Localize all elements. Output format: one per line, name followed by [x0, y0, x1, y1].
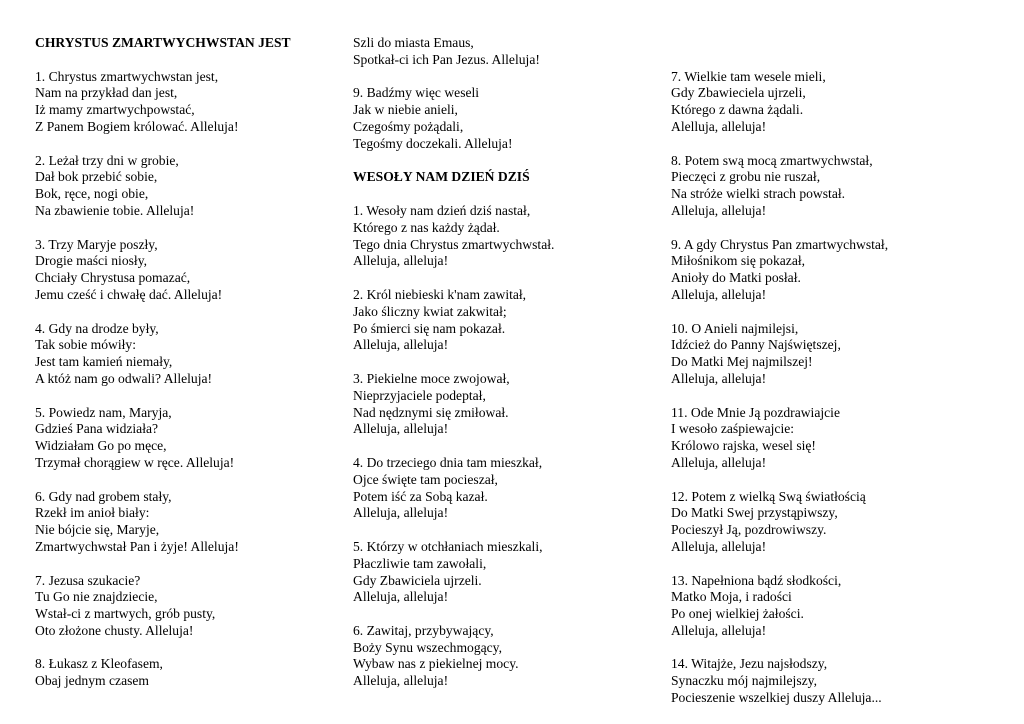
stanza-gap — [353, 69, 653, 86]
song-title: WESOŁY NAM DZIEŃ DZIŚ — [353, 169, 530, 185]
stanza — [671, 321, 1001, 388]
stanza-gap — [671, 472, 1001, 489]
stanza — [353, 455, 653, 522]
verse-line: Spotkał-ci ich Pan Jezus. Alleluja! — [353, 51, 540, 67]
verse-line: Wybaw nas z piekielnej mocy. — [353, 656, 519, 672]
stanza-gap — [35, 388, 335, 405]
verse-line: I wesoło zaśpiewajcie: — [671, 421, 795, 437]
verse-line: 12. Potem z wielką Swą światłością — [671, 488, 866, 504]
verse-line: Nad nędznymi się zmiłował. — [353, 404, 509, 420]
verse-line: 2. Leżał trzy dni w grobie, — [35, 152, 179, 168]
verse-line: Tu Go nie znajdziecie, — [35, 589, 158, 605]
verse-line: Ojce święte tam pocieszał, — [353, 471, 498, 487]
stanza-gap — [671, 388, 1001, 405]
stanza-gap — [353, 606, 653, 623]
verse-line: Tego dnia Chrystus zmartwychwstał. — [353, 236, 555, 252]
verse-line: Alleluja, alleluja! — [353, 505, 449, 521]
stanza — [35, 153, 335, 220]
verse-line: Po onej wielkiej żałości. — [671, 606, 804, 622]
verse-line: 11. Ode Mnie Ją pozdrawiajcie — [671, 404, 840, 420]
stanza-gap — [353, 438, 653, 455]
verse-line: 7. Wielkie tam wesele mieli, — [671, 68, 826, 84]
stanza — [35, 321, 335, 388]
verse-line: Drogie maści niosły, — [35, 253, 148, 269]
verse-line: 5. Powiedz nam, Maryja, — [35, 404, 172, 420]
verse-line: 3. Piekielne moce zwojował, — [353, 370, 510, 386]
verse-line: Jest tam kamień niemały, — [35, 354, 173, 370]
verse-line: Pocieszenie wszelkiej duszy Alleluja... — [671, 690, 882, 706]
stanza-gap — [35, 472, 335, 489]
song-title: CHRYSTUS ZMARTWYCHWSTAN JEST — [35, 35, 291, 50]
verse-line: Alleluja, alleluja! — [671, 286, 767, 302]
verse-line: Alleluja, alleluja! — [353, 253, 449, 269]
verse-line: Jak w niebie anieli, — [353, 102, 458, 118]
verse-line: 7. Jezusa szukacie? — [35, 572, 141, 588]
stanza-gap — [35, 136, 335, 153]
stanza — [671, 573, 1001, 640]
verse-line: 4. Do trzeciego dnia tam mieszkał, — [353, 454, 543, 470]
verse-line: Alleluja, alleluja! — [353, 673, 449, 689]
stanza — [35, 573, 335, 640]
stanza — [671, 69, 1001, 136]
verse-line: Trzymał chorągiew w ręce. Alleluja! — [35, 454, 235, 470]
verse-line: Zmartwychwstał Pan i żyje! Alleluja! — [35, 538, 239, 554]
verse-line: Pocieszył Ją, pozdrowiwszy. — [671, 522, 827, 538]
verse-line: Jemu cześć i chwałę dać. Alleluja! — [35, 286, 223, 302]
stanza — [671, 656, 1001, 706]
verse-line: Na zbawienie tobie. Alleluja! — [35, 202, 195, 218]
verse-line: Królowo rajska, wesel się! — [671, 438, 816, 454]
verse-line: Bok, ręce, nogi obie, — [35, 186, 149, 202]
verse-line: Potem iść za Sobą kazał. — [353, 488, 488, 504]
stanza — [35, 489, 335, 556]
stanza-gap — [353, 522, 653, 539]
verse-line: Obaj jednym czasem — [35, 673, 149, 689]
verse-line: Z Panem Bogiem królować. Alleluja! — [35, 118, 239, 134]
verse-line: Alleluja, alleluja! — [671, 202, 767, 218]
verse-line: Tak sobie mówiły: — [35, 337, 136, 353]
stanza — [353, 85, 653, 152]
stanza — [671, 489, 1001, 556]
stanza-gap — [35, 556, 335, 573]
verse-line: Do Matki Swej przystąpiwszy, — [671, 505, 838, 521]
verse-line: A któż nam go odwali? Alleluja! — [35, 370, 213, 386]
stanza-gap — [353, 186, 653, 203]
stanza-gap — [353, 270, 653, 287]
stanza — [671, 153, 1001, 220]
stanza-gap — [671, 220, 1001, 237]
stanza — [35, 69, 335, 136]
verse-line: 14. Witajże, Jezu najsłodszy, — [671, 656, 828, 672]
verse-line: 1. Chrystus zmartwychwstan jest, — [35, 68, 219, 84]
stanza-gap — [35, 640, 335, 657]
verse-line: Czegośmy pożądali, — [353, 118, 464, 134]
verse-line: Gdzieś Pana widziała? — [35, 421, 159, 437]
verse-line: Anioły do Matki posłał. — [671, 270, 801, 286]
column-2 — [353, 35, 653, 690]
verse-line: 9. Badźmy więc weseli — [353, 85, 480, 101]
stanza — [671, 237, 1001, 304]
top-spacer — [671, 35, 1001, 52]
verse-line: 6. Zawitaj, przybywający, — [353, 622, 494, 638]
verse-line: Dał bok przebić sobie, — [35, 169, 158, 185]
stanza-gap — [353, 354, 653, 371]
verse-line: Alleluja, alleluja! — [353, 589, 449, 605]
stanza-gap — [671, 136, 1001, 153]
verse-line: Alelluja, alleluja! — [671, 118, 767, 134]
verse-line: Iż mamy zmartwychpowstać, — [35, 102, 195, 118]
verse-line: Pieczęci z grobu nie ruszał, — [671, 169, 821, 185]
verse-line: Po śmierci się nam pokazał. — [353, 320, 506, 336]
verse-line: 5. Którzy w otchłaniach mieszkali, — [353, 538, 543, 554]
stanza — [35, 237, 335, 304]
stanza-gap — [35, 304, 335, 321]
verse-line: Do Matki Mej najmilszej! — [671, 354, 813, 370]
stanza-gap — [35, 52, 335, 69]
stanza-gap — [671, 52, 1001, 69]
verse-line: Jako śliczny kwiat zakwitał; — [353, 303, 507, 319]
verse-line: Alleluja, alleluja! — [353, 337, 449, 353]
stanza — [671, 405, 1001, 472]
verse-line: Widziałam Go po męce, — [35, 438, 167, 454]
verse-line: Alleluja, alleluja! — [671, 538, 767, 554]
verse-line: Którego z dawna żądali. — [671, 102, 804, 118]
verse-line: 3. Trzy Maryje poszły, — [35, 236, 158, 252]
stanza — [353, 371, 653, 438]
verse-line: 1. Wesoły nam dzień dziś nastał, — [353, 202, 531, 218]
stanza — [353, 623, 653, 690]
stanza — [353, 203, 653, 270]
verse-line: Płaczliwie tam zawołali, — [353, 555, 487, 571]
stanza-gap — [671, 640, 1001, 657]
verse-line: 8. Potem swą mocą zmartwychwstał, — [671, 152, 873, 168]
verse-line: Tegośmy doczekali. Alleluja! — [353, 135, 513, 151]
verse-line: Gdy Zbawieciela ujrzeli, — [671, 85, 806, 101]
stanza — [35, 656, 335, 690]
verse-line: Synaczku mój najmilejszy, — [671, 673, 817, 689]
verse-line: Nieprzyjaciele podeptał, — [353, 387, 486, 403]
verse-line: 13. Napełniona bądź słodkości, — [671, 572, 842, 588]
stanza-gap — [35, 220, 335, 237]
stanza — [35, 405, 335, 472]
verse-line: Alleluja, alleluja! — [353, 421, 449, 437]
verse-line: 4. Gdy na drodze były, — [35, 320, 159, 336]
stanza-gap — [671, 304, 1001, 321]
verse-line: 2. Król niebieski k'nam zawitał, — [353, 286, 527, 302]
verse-line: Na stróże wielki strach powstał. — [671, 186, 846, 202]
verse-line: Alleluja, alleluja! — [671, 370, 767, 386]
column-3 — [671, 35, 1001, 707]
verse-line: Chciały Chrystusa pomazać, — [35, 270, 191, 286]
stanza-gap — [353, 153, 653, 170]
verse-line: Rzekł im anioł biały: — [35, 505, 150, 521]
verse-line: Alleluja, alleluja! — [671, 454, 767, 470]
verse-line: Boży Synu wszechmogący, — [353, 639, 502, 655]
stanza — [353, 35, 653, 69]
stanza — [353, 539, 653, 606]
verse-line: Nam na przykład dan jest, — [35, 85, 178, 101]
verse-line: Wstał-ci z martwych, grób pusty, — [35, 606, 216, 622]
verse-line: 8. Łukasz z Kleofasem, — [35, 656, 163, 672]
verse-line: Alleluja, alleluja! — [671, 622, 767, 638]
stanza — [353, 287, 653, 354]
verse-line: Gdy Zbawiciela ujrzeli. — [353, 572, 482, 588]
verse-line: 6. Gdy nad grobem stały, — [35, 488, 172, 504]
stanza-gap — [671, 556, 1001, 573]
verse-line: Którego z nas każdy żądał. — [353, 219, 500, 235]
verse-line: 10. O Anieli najmilejsi, — [671, 320, 799, 336]
column-1 — [35, 35, 335, 690]
verse-line: Idźcież do Panny Najświętszej, — [671, 337, 841, 353]
verse-line: Oto złożone chusty. Alleluja! — [35, 622, 194, 638]
verse-line: Szli do miasta Emaus, — [353, 35, 474, 50]
verse-line: Matko Moja, i radości — [671, 589, 792, 605]
verse-line: Nie bójcie się, Maryje, — [35, 522, 160, 538]
verse-line: Miłośnikom się pokazał, — [671, 253, 806, 269]
verse-line: 9. A gdy Chrystus Pan zmartwychwstał, — [671, 236, 889, 252]
